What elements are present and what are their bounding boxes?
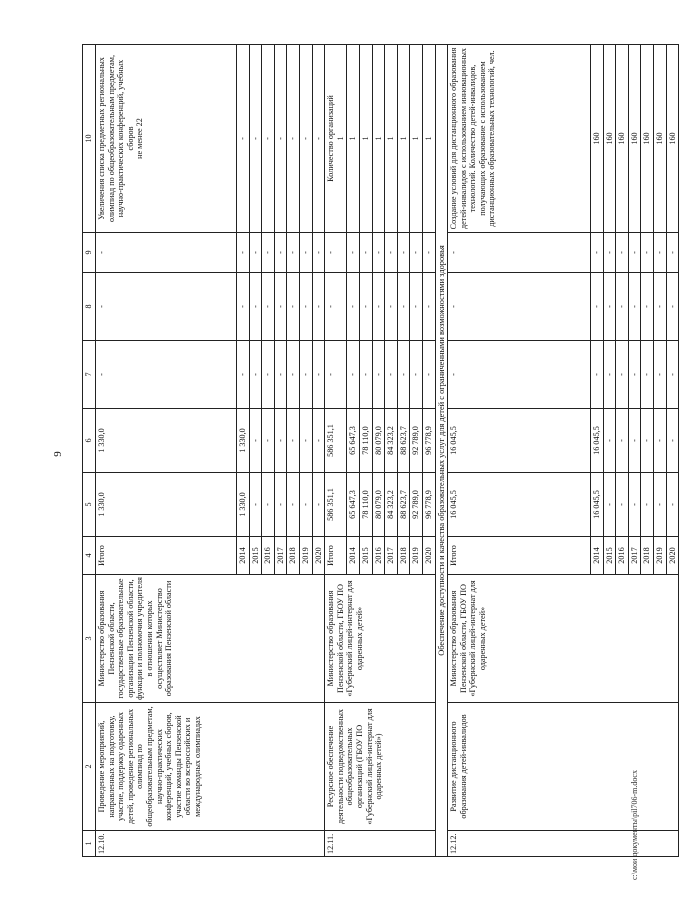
year-cell: 2018 xyxy=(641,537,654,575)
indicator-text: Количество организаций xyxy=(326,95,336,182)
value-cell: - xyxy=(299,409,312,473)
header-cell: 7 xyxy=(83,341,96,409)
value-cell: - xyxy=(422,341,435,409)
year-cell: 2019 xyxy=(299,537,312,575)
value-cell: - xyxy=(410,273,423,341)
section-title: Обеспечение доступности и качества образовательных услуг для детей с ограниченными возможностями здоровья xyxy=(435,45,448,857)
header-cell: 2 xyxy=(83,703,96,831)
value-cell: 1 330,0 xyxy=(96,409,237,473)
value-cell: - xyxy=(410,341,423,409)
value-cell: - xyxy=(249,341,262,409)
year-cell: 2015 xyxy=(603,537,616,575)
value-cell: - xyxy=(641,473,654,537)
value-cell: - xyxy=(641,233,654,273)
value-cell: - xyxy=(325,273,347,341)
value-cell: 88 623,7 xyxy=(397,409,410,473)
value-cell: - xyxy=(641,273,654,341)
value-cell: - xyxy=(616,273,629,341)
value-cell: 84 323,2 xyxy=(385,473,398,537)
indicator-value: - xyxy=(287,45,300,233)
value-cell: - xyxy=(237,233,250,273)
item-executor: Министерство образования Пензенской области, государственные образовательные организации Пензенской области, функции и полномочия учредителя в отношении которых осуществляет Министерство образования Пензенской области xyxy=(96,575,325,703)
value-cell: - xyxy=(603,409,616,473)
indicator-value: 160 xyxy=(641,45,654,233)
value-cell: - xyxy=(347,341,360,409)
indicator-value: 160 xyxy=(591,45,604,233)
value-cell: - xyxy=(628,409,641,473)
section-header-row xyxy=(435,45,448,857)
value-cell: - xyxy=(603,341,616,409)
value-cell: 1 330,0 xyxy=(96,473,237,537)
value-cell: - xyxy=(422,233,435,273)
value-cell: 586 351,1 xyxy=(325,473,347,537)
header-cell: 5 xyxy=(83,473,96,537)
year-cell: 2017 xyxy=(628,537,641,575)
year-cell: 2020 xyxy=(666,537,679,575)
value-cell: - xyxy=(385,233,398,273)
value-cell: - xyxy=(287,409,300,473)
year-cell: 2018 xyxy=(397,537,410,575)
value-cell: - xyxy=(385,273,398,341)
indicator-value: 160 xyxy=(666,45,679,233)
value-cell: 16 045,5 xyxy=(448,473,591,537)
indicator-text: Создание условий для дистанционного образования детей-инвалидов с использованием инновационных технологий. Количество детей-инвалидов, получающих образование с использованием дистанционных образовательных технологий, чел. xyxy=(449,47,497,230)
year-cell: 2019 xyxy=(410,537,423,575)
value-cell: - xyxy=(616,409,629,473)
indicator-value: не менее 22 xyxy=(135,118,145,159)
value-cell: - xyxy=(628,341,641,409)
value-cell: - xyxy=(237,341,250,409)
value-cell: - xyxy=(249,273,262,341)
value-cell: 78 110,0 xyxy=(359,409,372,473)
year-cell: 2014 xyxy=(237,537,250,575)
indicator-value: - xyxy=(262,45,275,233)
value-cell: - xyxy=(325,233,347,273)
value-cell: 16 045,5 xyxy=(591,473,604,537)
value-cell: - xyxy=(654,341,667,409)
header-cell: 1 xyxy=(83,831,96,857)
item-number: 12.12. xyxy=(448,831,679,857)
value-cell: - xyxy=(628,233,641,273)
value-cell: - xyxy=(262,233,275,273)
value-cell: 65 647,3 xyxy=(347,473,360,537)
value-cell: - xyxy=(666,409,679,473)
value-cell: - xyxy=(397,273,410,341)
header-cell: 6 xyxy=(83,409,96,473)
year-cell: 2020 xyxy=(312,537,325,575)
indicator-value: 1 xyxy=(335,136,345,141)
indicator-value: 1 xyxy=(422,45,435,233)
indicator-value: 1 xyxy=(385,45,398,233)
indicator-value: 160 xyxy=(654,45,667,233)
header-cell: 4 xyxy=(83,537,96,575)
value-cell: 16 045,5 xyxy=(591,409,604,473)
value-cell: - xyxy=(262,273,275,341)
value-cell: - xyxy=(312,409,325,473)
value-cell: - xyxy=(299,233,312,273)
indicator-value: 160 xyxy=(616,45,629,233)
value-cell: - xyxy=(616,341,629,409)
table-row xyxy=(96,45,237,857)
value-cell: - xyxy=(262,341,275,409)
value-cell: - xyxy=(274,273,287,341)
value-cell: - xyxy=(262,409,275,473)
value-cell: - xyxy=(372,341,385,409)
value-cell: 92 789,0 xyxy=(410,409,423,473)
year-cell: 2020 xyxy=(422,537,435,575)
value-cell: - xyxy=(299,341,312,409)
value-cell: 92 789,0 xyxy=(410,473,423,537)
value-cell: - xyxy=(274,233,287,273)
value-cell: 586 351,1 xyxy=(325,409,347,473)
value-cell: - xyxy=(397,341,410,409)
value-cell: - xyxy=(666,473,679,537)
item-name: Ресурсное обеспечение деятельности подведомственных общеобразовательных организаций (ГБОУ ПО «Губернский лицей-интернат для одаренных детей») xyxy=(325,703,435,831)
table-row xyxy=(325,45,347,857)
value-cell: 1 330,0 xyxy=(237,473,250,537)
value-cell: 96 778,9 xyxy=(422,473,435,537)
value-cell: - xyxy=(237,273,250,341)
year-cell: 2019 xyxy=(654,537,667,575)
header-cell: 10 xyxy=(83,45,96,233)
value-cell: - xyxy=(591,233,604,273)
item-executor: Министерство образования Пензенской области, ГБОУ ПО «Губернский лицей-интернат для одаренных детей» xyxy=(448,575,679,703)
value-cell: - xyxy=(249,233,262,273)
value-cell: - xyxy=(287,341,300,409)
value-cell: - xyxy=(591,273,604,341)
value-cell: - xyxy=(262,473,275,537)
value-cell: - xyxy=(312,473,325,537)
value-cell: - xyxy=(654,473,667,537)
year-cell: 2014 xyxy=(347,537,360,575)
indicator-value: 1 xyxy=(372,45,385,233)
value-cell: - xyxy=(325,341,347,409)
value-cell: - xyxy=(422,273,435,341)
year-cell: Итого xyxy=(96,537,237,575)
indicator-value: 160 xyxy=(603,45,616,233)
indicator-value: - xyxy=(299,45,312,233)
header-cell: 8 xyxy=(83,273,96,341)
value-cell: - xyxy=(287,233,300,273)
year-cell: 2016 xyxy=(262,537,275,575)
value-cell: - xyxy=(274,409,287,473)
value-cell: 1 330,0 xyxy=(237,409,250,473)
value-cell: 96 778,9 xyxy=(422,409,435,473)
value-cell: - xyxy=(603,273,616,341)
value-cell: - xyxy=(299,273,312,341)
value-cell: - xyxy=(249,473,262,537)
value-cell: 88 623,7 xyxy=(397,473,410,537)
value-cell: - xyxy=(628,273,641,341)
value-cell: - xyxy=(448,273,591,341)
header-cell: 9 xyxy=(83,233,96,273)
value-cell: - xyxy=(96,273,237,341)
item-number: 12.11. xyxy=(325,831,435,857)
value-cell: - xyxy=(359,341,372,409)
header-row xyxy=(83,45,96,857)
item-executor: Министерство образования Пензенской области, ГБОУ ПО «Губернский лицей-интернат для одаренных детей» xyxy=(325,575,435,703)
value-cell: - xyxy=(249,409,262,473)
value-cell: 65 647,3 xyxy=(347,409,360,473)
year-cell: Итого xyxy=(448,537,591,575)
value-cell: - xyxy=(347,273,360,341)
value-cell: 84 323,2 xyxy=(385,409,398,473)
value-cell: 80 079,0 xyxy=(372,473,385,537)
value-cell: - xyxy=(654,233,667,273)
year-cell: Итого xyxy=(325,537,347,575)
value-cell: - xyxy=(448,233,591,273)
item-number: 12.10. xyxy=(96,831,325,857)
indicator-cell xyxy=(448,45,591,233)
value-cell: - xyxy=(287,473,300,537)
value-cell: 16 045,5 xyxy=(448,409,591,473)
value-cell: - xyxy=(385,341,398,409)
year-cell: 2018 xyxy=(287,537,300,575)
indicator-value: - xyxy=(237,45,250,233)
year-cell: 2015 xyxy=(249,537,262,575)
value-cell: - xyxy=(666,341,679,409)
value-cell: 80 079,0 xyxy=(372,409,385,473)
value-cell: - xyxy=(312,233,325,273)
value-cell: - xyxy=(410,233,423,273)
footer-file-path: c:\мои документы\pil706-m.docx xyxy=(630,770,639,880)
value-cell: - xyxy=(628,473,641,537)
value-cell: - xyxy=(616,473,629,537)
value-cell: - xyxy=(641,341,654,409)
indicator-value: 1 xyxy=(359,45,372,233)
item-name: Развитие дистанционного образования детей-инвалидов xyxy=(448,703,679,831)
year-cell: 2015 xyxy=(359,537,372,575)
program-table xyxy=(82,44,679,857)
header-cell: 3 xyxy=(83,575,96,703)
value-cell: - xyxy=(274,341,287,409)
value-cell: - xyxy=(372,273,385,341)
indicator-value: 1 xyxy=(397,45,410,233)
table-row xyxy=(448,45,591,857)
value-cell: - xyxy=(372,233,385,273)
value-cell: 78 110,0 xyxy=(359,473,372,537)
value-cell: - xyxy=(603,473,616,537)
indicator-value: - xyxy=(312,45,325,233)
value-cell: - xyxy=(641,409,654,473)
value-cell: - xyxy=(312,341,325,409)
indicator-cell xyxy=(96,45,237,233)
year-cell: 2016 xyxy=(616,537,629,575)
indicator-value: - xyxy=(274,45,287,233)
item-name: Проведение мероприятий, направленных на подготовку, участие, поддержку одаренных детей, проведение региональных олимпиад по общеобразовательным предметам, научно-практических конференций, учебных сборов, участие команды Пензенской области во всероссийских и международных олимпиадах xyxy=(96,703,325,831)
value-cell: - xyxy=(654,409,667,473)
value-cell: - xyxy=(448,341,591,409)
value-cell: - xyxy=(591,341,604,409)
value-cell: - xyxy=(654,273,667,341)
indicator-value: - xyxy=(249,45,262,233)
year-cell: 2017 xyxy=(274,537,287,575)
value-cell: - xyxy=(96,341,237,409)
value-cell: - xyxy=(666,233,679,273)
value-cell: - xyxy=(359,233,372,273)
value-cell: - xyxy=(312,273,325,341)
value-cell: - xyxy=(299,473,312,537)
year-cell: 2014 xyxy=(591,537,604,575)
year-cell: 2017 xyxy=(385,537,398,575)
indicator-value: 160 xyxy=(628,45,641,233)
value-cell: - xyxy=(287,273,300,341)
indicator-value: 1 xyxy=(347,45,360,233)
indicator-text: Увеличения списка предметных региональных олимпиад по общеобразовательным предметам, научно-практических конференций, учебных сборов xyxy=(97,54,135,223)
year-cell: 2016 xyxy=(372,537,385,575)
value-cell: - xyxy=(347,233,360,273)
value-cell: - xyxy=(274,473,287,537)
page-number: 9 xyxy=(52,451,64,457)
value-cell: - xyxy=(603,233,616,273)
value-cell: - xyxy=(397,233,410,273)
value-cell: - xyxy=(666,273,679,341)
indicator-value: 1 xyxy=(410,45,423,233)
indicator-cell xyxy=(325,45,347,233)
value-cell: - xyxy=(96,233,237,273)
value-cell: - xyxy=(616,233,629,273)
value-cell: - xyxy=(359,273,372,341)
